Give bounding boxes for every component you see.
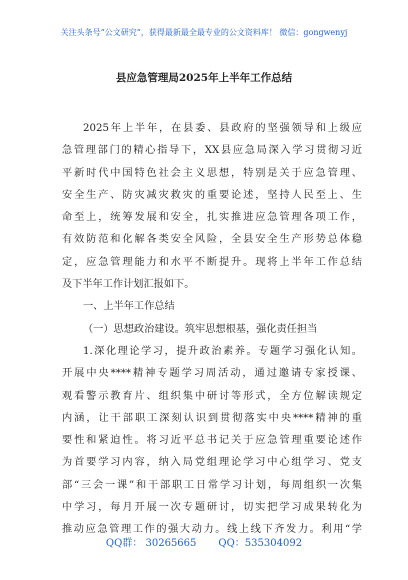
paragraph-line: 定，应急管理能力和水平不断提升。现将上半年工作总结 [62, 256, 362, 268]
paragraph-line: 有效防范和化解各类安全风险，全县安全生产形势总体稳 [62, 234, 362, 246]
paragraph-line: 1.深化理论学习，提升政治素养。专题学习强化认知。 [83, 345, 362, 357]
paragraph-line: 推动应急管理工作的强大动力。线上线下齐发力。利用“学 [62, 524, 362, 536]
paragraph-line: 安全生产、防灾减灾救灾的重要论述，坚持人民至上、生 [62, 189, 362, 201]
qq-number-label: QQ：535304092 [218, 538, 303, 549]
paragraph-line: 内涵，让干部职工深刻认识到贯彻落实中央****精神的重 [62, 412, 362, 424]
paragraph-line: 命至上，统筹发展和安全，扎实推进应急管理各项工作， [62, 212, 362, 224]
paragraph-line: 开展中央****精神专题学习周活动，通过邀请专家授课、 [62, 368, 362, 380]
paragraph-line: 部“三会一课”和干部职工日常学习计划，每周组织一次集 [62, 479, 362, 491]
qq-group-label: QQ群： 30265665 [105, 538, 197, 549]
paragraph-line: 及下半年工作计划汇报如下。 [62, 279, 195, 291]
paragraph-line: 为首要学习内容，纳入局党组理论学习中心组学习、党支 [62, 457, 362, 469]
document-body [62, 118, 362, 542]
promo-banner: 关注头条号“公文研究”，获得最新最全最专业的公文资料库！ 微信：gongwenyj [60, 28, 348, 37]
paragraph-line: 观看警示教育片、组织集中研讨等形式，全方位解读规定 [62, 390, 362, 402]
document-title: 县应急管理局2025年上半年工作总结 [115, 72, 293, 84]
section-heading: 一、上半年工作总结 [83, 301, 175, 313]
paragraph-line: 2025年上半年，在县委、县政府的坚强领导和上级应 [83, 123, 362, 134]
paragraph-line: 平新时代中国特色社会主义思想，特别是关于应急管理、 [62, 167, 362, 179]
paragraph-line: 中学习，每月开展一次专题研讨，切实把学习成果转化为 [62, 502, 362, 514]
paragraph-line: 要性和紧迫性。将习近平总书记关于应急管理重要论述作 [62, 435, 362, 447]
contact-footer [0, 534, 408, 549]
subsection-heading: （一）思想政治建设。筑牢思想根基，强化责任担当 [83, 323, 318, 335]
paragraph-line: 急管理部门的精心指导下，XX县应急局深入学习贯彻习近 [62, 145, 362, 157]
